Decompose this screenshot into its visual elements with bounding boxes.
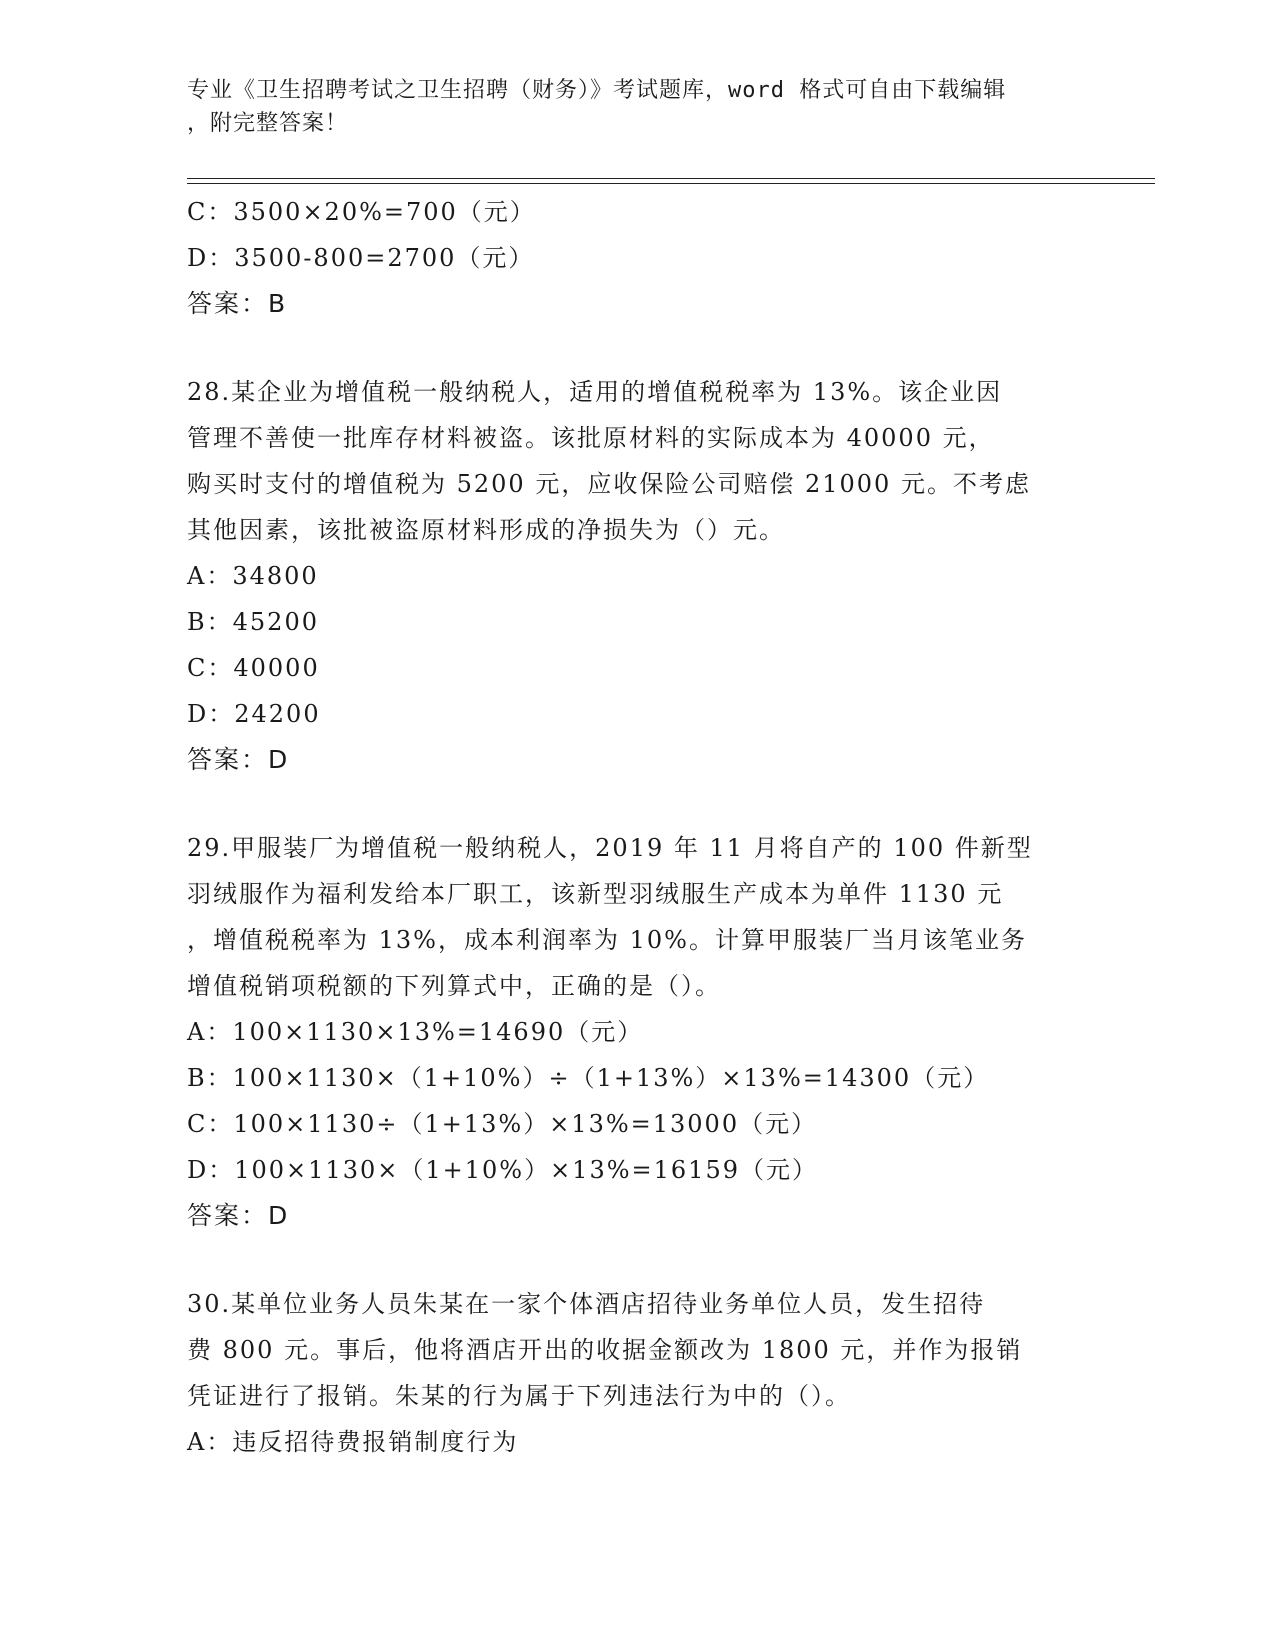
option-b: B：45200 bbox=[187, 608, 319, 636]
question-stem-line: ，增值税税率为 13%，成本利润率为 10%。计算甲服装厂当月该笔业务 bbox=[187, 926, 1027, 954]
question-stem-line: 购买时支付的增值税为 5200 元，应收保险公司赔偿 21000 元。不考虑 bbox=[187, 470, 1031, 498]
option-c: C：40000 bbox=[187, 654, 320, 682]
question-stem-line: 凭证进行了报销。朱某的行为属于下列违法行为中的（）。 bbox=[187, 1382, 851, 1410]
answer-line: 答案：B bbox=[187, 289, 288, 318]
option-d: D：100×1130×（1+10%）×13%=16159（元） bbox=[187, 1156, 818, 1184]
option-d: D：24200 bbox=[187, 700, 321, 728]
question-stem-line: 增值税销项税额的下列算式中，正确的是（）。 bbox=[187, 972, 721, 1000]
question-stem-line: 29.甲服装厂为增值税一般纳税人，2019 年 11 月将自产的 100 件新型 bbox=[187, 834, 1033, 862]
option-a: A：34800 bbox=[187, 562, 319, 590]
header-title-continuation: ，附完整答案！ bbox=[187, 111, 349, 136]
answer-line: 答案：D bbox=[187, 1201, 290, 1230]
spacer bbox=[187, 783, 1087, 825]
header-title-line: 专业《卫生招聘考试之卫生招聘（财务）》考试题库，word 格式可自由下载编辑 bbox=[187, 78, 1007, 103]
document-header bbox=[187, 74, 1077, 140]
question-stem-line: 其他因素，该批被盗原材料形成的净损失为（）元。 bbox=[187, 516, 785, 544]
question-30 bbox=[187, 1281, 1087, 1465]
question-stem-line: 28.某企业为增值税一般纳税人，适用的增值税税率为 13%。该企业因 bbox=[187, 378, 1003, 406]
option-c: C：100×1130÷（1+13%）×13%=13000（元） bbox=[187, 1110, 818, 1138]
option-b: B：100×1130×（1+10%）÷（1+13%）×13%=14300（元） bbox=[187, 1064, 990, 1092]
spacer bbox=[187, 327, 1087, 369]
option-d: D：3500-800=2700（元） bbox=[187, 244, 535, 272]
question-28 bbox=[187, 369, 1087, 783]
question-content bbox=[187, 189, 1087, 1465]
option-a: A：违反招待费报销制度行为 bbox=[187, 1428, 519, 1456]
spacer bbox=[187, 1239, 1087, 1281]
question-stem-line: 羽绒服作为福利发给本厂职工，该新型羽绒服生产成本为单件 1130 元 bbox=[187, 880, 1004, 908]
header-divider-top bbox=[187, 178, 1155, 179]
question-stem-line: 30.某单位业务人员朱某在一家个体酒店招待业务单位人员，发生招待 bbox=[187, 1290, 986, 1318]
option-a: A：100×1130×13%=14690（元） bbox=[187, 1018, 644, 1046]
question-stem-line: 费 800 元。事后，他将酒店开出的收据金额改为 1800 元，并作为报销 bbox=[187, 1336, 1023, 1364]
question-27-tail bbox=[187, 189, 1087, 327]
option-c: C：3500×20%=700（元） bbox=[187, 198, 536, 226]
question-stem-line: 管理不善使一批库存材料被盗。该批原材料的实际成本为 40000 元， bbox=[187, 424, 995, 452]
question-29 bbox=[187, 825, 1087, 1239]
header-divider-bottom bbox=[187, 183, 1155, 184]
answer-line: 答案：D bbox=[187, 745, 290, 774]
